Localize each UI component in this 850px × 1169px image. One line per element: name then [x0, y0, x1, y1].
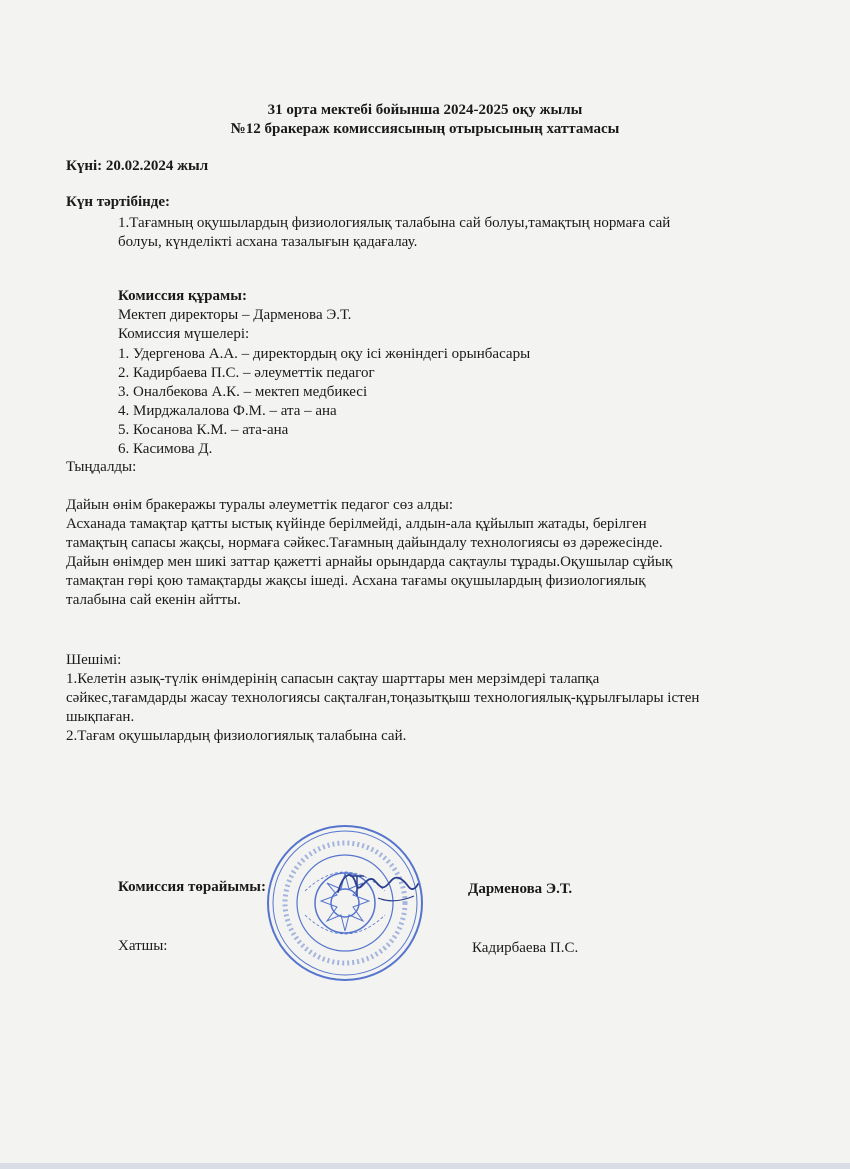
commission-member: 5. Косанова К.М. – ата-ана: [118, 422, 289, 438]
document-title-line1: 31 орта мектебі бойынша 2024-2025 оқу жылы: [267, 102, 583, 118]
scan-edge: [0, 1163, 850, 1169]
commission-heading: Комиссия құрамы:: [118, 288, 247, 304]
commission-chair: Мектеп директоры – Дарменова Э.Т.: [118, 307, 352, 323]
document-title-line2: №12 бракераж комиссиясының отырысының хаттамасы: [230, 121, 620, 137]
chair-name: Дарменова Э.Т.: [468, 881, 573, 897]
commission-member: 6. Касимова Д.: [118, 441, 213, 457]
commission-member: 1. Удергенова А.А. – директордың оқу ісі жөніндегі орынбасары: [118, 346, 531, 362]
commission-member: 2. Кадирбаева П.С. – әлеуметтік педагог: [118, 365, 375, 381]
heard-line: талабына сай екенін айтты.: [66, 592, 241, 608]
heard-line: тамақтан гөрі қою тамақтарды жақсы ішеді. Асхана тағамы оқушылардың физиологиялық: [66, 573, 646, 589]
chair-label: Комиссия төрайымы:: [118, 879, 267, 895]
agenda-line-1: 1.Тағамның оқушылардың физиологиялық талабына сай болуы,тамақтың нормаға сай: [118, 215, 671, 231]
decision-line: сәйкес,тағамдарды жасау технологиясы сақталған,тоңазытқыш технологиялық-құрылғылары істен: [66, 690, 700, 706]
decision-line: 2.Тағам оқушылардың физиологиялық талабына сай.: [66, 728, 407, 744]
commission-member: 4. Мирджалалова Ф.М. – ата – ана: [118, 403, 337, 419]
agenda-line-2: болуы, күнделікті асхана тазалығын қадағалау.: [118, 234, 418, 250]
heard-heading: Тыңдалды:: [66, 459, 137, 475]
heard-intro: Дайын өнім бракеражы туралы әлеуметтік педагог сөз алды:: [66, 497, 454, 513]
commission-member: 3. Оналбекова А.К. – мектеп медбикесі: [118, 384, 368, 400]
agenda-heading: Күн тәртібінде:: [66, 194, 171, 210]
secretary-name: Кадирбаева П.С.: [472, 940, 579, 956]
meeting-date: Күні: 20.02.2024 жыл: [66, 158, 209, 174]
decision-line: 1.Келетін азық-түлік өнімдерінің сапасын сақтау шарттары мен мерзімдері талапқа: [66, 671, 600, 687]
commission-members-heading: Комиссия мүшелері:: [118, 326, 250, 342]
decision-line: шықпаған.: [66, 709, 135, 725]
secretary-label: Хатшы:: [118, 938, 168, 954]
signature-mark: [330, 862, 420, 912]
heard-line: тамақтың сапасы жақсы, нормаға сәйкес.Тағамның дайындалу технологиясы өз дәрежесінде.: [66, 535, 663, 551]
decision-heading: Шешімі:: [66, 652, 122, 668]
heard-line: Асханада тамақтар қатты ыстық күйінде берілмейді, алдын-ала құйылып жатады, берілген: [66, 516, 647, 532]
heard-line: Дайын өнімдер мен шикі заттар қажетті арнайы орындарда сақтаулы тұрады.Оқушылар сұйық: [66, 554, 673, 570]
